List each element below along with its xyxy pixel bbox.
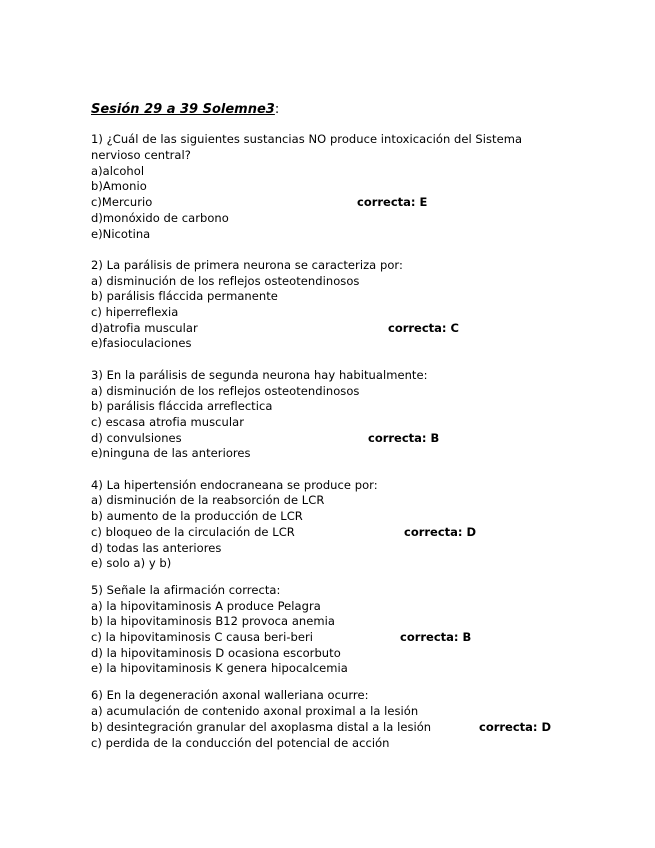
question-6-option-a: a) acumulación de contenido axonal proximal a la lesión: [91, 704, 419, 718]
page-title: [91, 101, 279, 119]
question-1-option-e: e)Nicotina: [91, 227, 151, 241]
question-5-answer: correcta: B: [400, 630, 472, 644]
question-4-option-e: e) solo a) y b): [91, 556, 172, 570]
question-5-text: 5) Señale la afirmación correcta:: [91, 583, 281, 597]
question-6-option-c: c) perdida de la conducción del potencial de acción: [91, 736, 390, 750]
question-3-option-d: d) convulsiones: [91, 431, 182, 445]
question-6-option-b: b) desintegración granular del axoplasma distal a la lesión: [91, 720, 432, 734]
question-2-answer: correcta: C: [388, 321, 459, 335]
question-2-option-a: a) disminución de los reflejos osteotendinosos: [91, 274, 360, 288]
question-3-text: 3) En la parálisis de segunda neurona hay habitualmente:: [91, 368, 428, 382]
question-3-option-c: c) escasa atrofia muscular: [91, 415, 244, 429]
question-2-option-d: d)atrofia muscular: [91, 321, 198, 335]
question-4-option-a: a) disminución de la reabsorción de LCR: [91, 493, 325, 507]
question-1-option-a: a)alcohol: [91, 164, 145, 178]
question-1-option-c: c)Mercurio: [91, 195, 153, 209]
title-text: Sesión 29 a 39 Solemne3: [91, 102, 275, 117]
question-1-answer: correcta: E: [357, 195, 428, 209]
question-5-option-e: e) la hipovitaminosis K genera hipocalcemia: [91, 661, 348, 675]
question-1-option-d: d)monóxido de carbono: [91, 211, 229, 225]
question-2-option-c: c) hiperreflexia: [91, 305, 179, 319]
question-3-option-a: a) disminución de los reflejos osteotendinosos: [91, 384, 360, 398]
question-2-text: 2) La parálisis de primera neurona se caracteriza por:: [91, 258, 403, 272]
question-4-text: 4) La hipertensión endocraneana se produce por:: [91, 478, 378, 492]
question-4-option-d: d) todas las anteriores: [91, 541, 222, 555]
question-5-option-c: c) la hipovitaminosis C causa beri-beri: [91, 630, 314, 644]
question-1-text-line-2: nervioso central?: [91, 148, 191, 162]
question-5-option-a: a) la hipovitaminosis A produce Pelagra: [91, 599, 321, 613]
title-colon: :: [274, 102, 280, 117]
question-5-option-b: b) la hipovitaminosis B12 provoca anemia: [91, 614, 335, 628]
question-1-text-line-1: 1) ¿Cuál de las siguientes sustancias NO produce intoxicación del Sistema: [91, 132, 523, 146]
question-3-option-e: e)ninguna de las anteriores: [91, 446, 251, 460]
question-2-option-e: e)fasioculaciones: [91, 336, 192, 350]
question-1-option-b: b)Amonio: [91, 179, 147, 193]
question-4-option-c: c) bloqueo de la circulación de LCR: [91, 525, 295, 539]
question-6-answer: correcta: D: [479, 720, 552, 734]
question-6-text: 6) En la degeneración axonal walleriana ocurre:: [91, 688, 369, 702]
question-5-option-d: d) la hipovitaminosis D ocasiona escorbuto: [91, 646, 341, 660]
question-3-answer: correcta: B: [368, 431, 440, 445]
question-2-option-b: b) parálisis fláccida permanente: [91, 289, 278, 303]
question-3-option-b: b) parálisis fláccida arreflectica: [91, 399, 273, 413]
question-4-option-b: b) aumento de la producción de LCR: [91, 509, 303, 523]
question-4-answer: correcta: D: [404, 525, 477, 539]
